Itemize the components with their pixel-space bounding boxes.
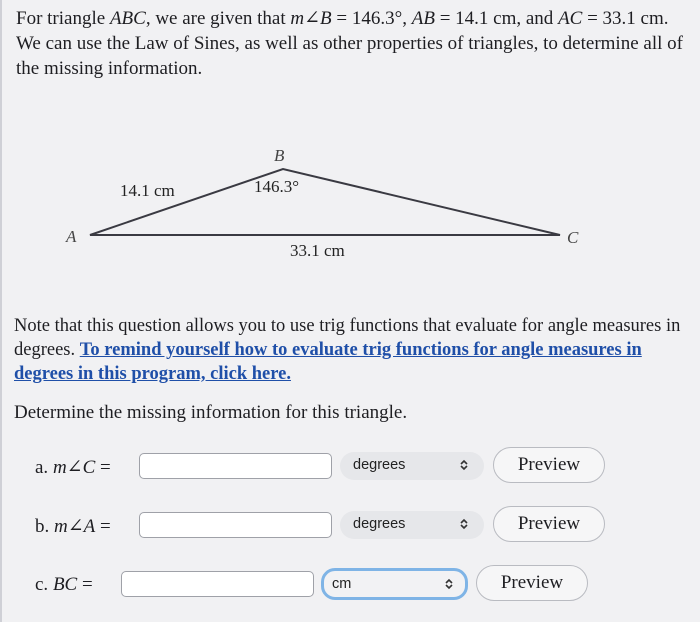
- side-bc-input[interactable]: [121, 571, 314, 597]
- triangle-diagram: [0, 135, 700, 265]
- side-ac-label: 33.1 cm: [290, 241, 345, 260]
- unit-select-b[interactable]: degrees: [340, 511, 484, 539]
- note-paragraph: Note that this question allows you to use trig functions that evaluate for angle measures in degrees. To remind yourself how to evaluate trig functions for angle measures in degrees in this program, click here.: [14, 316, 681, 384]
- problem-statement: For triangle ABC, we are given that m∠B = 146.3°, AB = 14.1 cm, and AC = 33.1 cm. We can use the Law of Sines, as well as other properties of triangles, to determine all of the missing information.: [16, 8, 683, 79]
- select-updown-icon: [458, 518, 470, 530]
- answer-row-c: [0, 565, 700, 605]
- row-label: b. m∠A =: [35, 516, 111, 537]
- row-label: c. BC =: [35, 574, 93, 595]
- triangle-shape: [90, 169, 560, 235]
- prompt-text: Determine the missing information for this triangle.: [14, 402, 408, 423]
- angle-b-label: 146.3°: [254, 177, 300, 196]
- vertex-b-label: B: [274, 146, 285, 165]
- select-updown-icon: [458, 459, 470, 471]
- answer-row-a: [0, 447, 700, 487]
- unit-select-c[interactable]: cm: [321, 568, 468, 600]
- angle-c-input[interactable]: [139, 453, 332, 479]
- vertex-a-label: A: [66, 227, 77, 246]
- help-link[interactable]: To remind yourself how to evaluate trig functions for angle measures in degrees in this program, click here.: [14, 340, 642, 384]
- row-label: a. m∠C =: [35, 457, 111, 478]
- angle-a-input[interactable]: [139, 512, 332, 538]
- select-updown-icon: [443, 578, 455, 590]
- preview-button-c[interactable]: Preview: [476, 565, 588, 601]
- preview-button-b[interactable]: Preview: [493, 506, 605, 542]
- answer-row-b: [0, 506, 700, 546]
- preview-button-a[interactable]: Preview: [493, 447, 605, 483]
- side-ab-label: 14.1 cm: [120, 181, 175, 200]
- unit-select-a[interactable]: degrees: [340, 452, 484, 480]
- vertex-c-label: C: [567, 228, 579, 247]
